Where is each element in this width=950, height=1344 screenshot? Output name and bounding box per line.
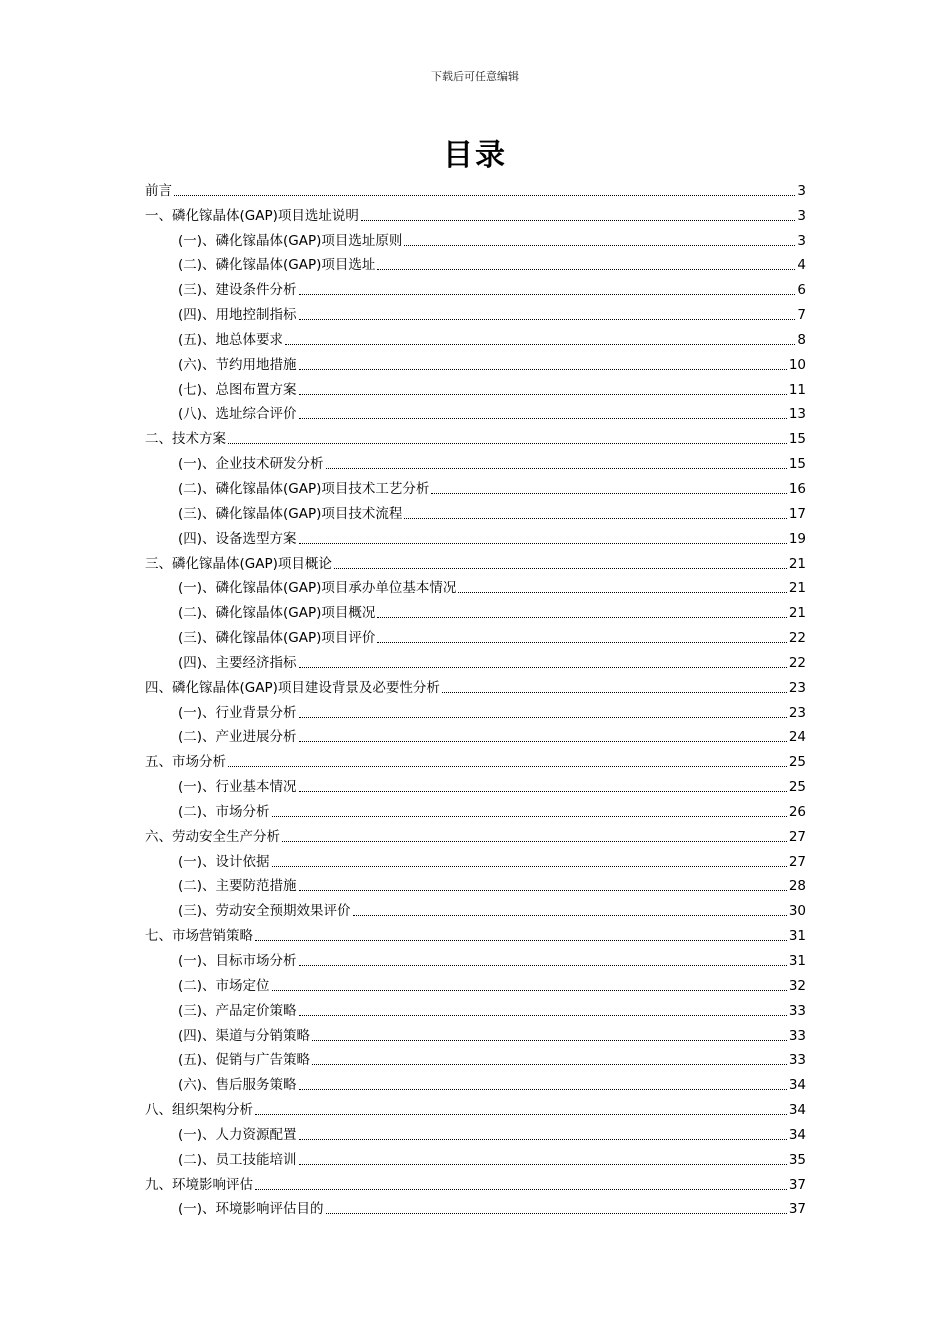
toc-page-number: 17 bbox=[788, 505, 806, 522]
toc-entry-text: (三)、产品定价策略 bbox=[178, 1002, 297, 1019]
toc-page-number: 15 bbox=[788, 431, 806, 448]
toc-entry-text: (二)、主要防范措施 bbox=[178, 878, 297, 895]
toc-entry-text: (二)、员工技能培训 bbox=[178, 1151, 297, 1168]
toc-subentry[interactable] bbox=[145, 1069, 806, 1094]
dot-leader bbox=[299, 717, 787, 718]
dot-leader bbox=[285, 344, 795, 345]
toc-entry-text: (三)、磷化镓晶体(GAP)项目技术流程 bbox=[178, 505, 403, 522]
toc-page-number: 6 bbox=[797, 282, 806, 299]
toc-entry-text: (一)、行业基本情况 bbox=[178, 779, 297, 796]
toc-page-number: 33 bbox=[788, 1027, 806, 1044]
toc-subentry[interactable] bbox=[145, 846, 806, 871]
toc-entry[interactable] bbox=[145, 200, 806, 225]
dot-leader bbox=[334, 568, 787, 569]
toc-entry-text: (三)、磷化镓晶体(GAP)项目评价 bbox=[178, 630, 376, 647]
toc-entry-text: (二)、磷化镓晶体(GAP)项目技术工艺分析 bbox=[178, 480, 430, 497]
toc-entry-text: (四)、用地控制指标 bbox=[178, 307, 297, 324]
toc-page-number: 10 bbox=[788, 356, 806, 373]
dot-leader bbox=[377, 269, 795, 270]
dot-leader bbox=[299, 418, 787, 419]
dot-leader bbox=[228, 443, 787, 444]
toc-entry-text: (一)、人力资源配置 bbox=[178, 1126, 297, 1143]
toc-entry-text: (二)、市场定位 bbox=[178, 977, 270, 994]
toc-entry-text: (四)、渠道与分销策略 bbox=[178, 1027, 311, 1044]
dot-leader bbox=[299, 791, 787, 792]
toc-subentry[interactable] bbox=[145, 1144, 806, 1169]
toc-subentry[interactable] bbox=[145, 697, 806, 722]
dot-leader bbox=[228, 766, 787, 767]
toc-page-number: 3 bbox=[797, 232, 806, 249]
toc-page-number: 23 bbox=[788, 704, 806, 721]
toc-entry-text: (二)、磷化镓晶体(GAP)项目选址 bbox=[178, 257, 376, 274]
toc-page-number: 22 bbox=[788, 654, 806, 671]
toc-subentry[interactable] bbox=[145, 374, 806, 399]
toc-entry[interactable] bbox=[145, 423, 806, 448]
toc-entry-text: (一)、目标市场分析 bbox=[178, 953, 297, 969]
toc-entry-text: (一)、行业背景分析 bbox=[178, 704, 297, 721]
dot-leader bbox=[377, 617, 786, 618]
dot-leader bbox=[353, 915, 787, 916]
dot-leader bbox=[404, 245, 795, 246]
toc-entry-text: (一)、磷化镓晶体(GAP)项目承办单位基本情况 bbox=[178, 580, 457, 597]
toc-page-number: 34 bbox=[788, 1102, 806, 1119]
toc-page-number: 31 bbox=[788, 928, 806, 945]
toc-page-number: 3 bbox=[797, 207, 806, 224]
toc-entry[interactable] bbox=[145, 1169, 806, 1194]
toc-entry-text: (二)、产业进展分析 bbox=[178, 729, 297, 746]
dot-leader bbox=[299, 1164, 787, 1165]
toc-entry-text: (一)、设计依据 bbox=[178, 853, 270, 870]
toc-entry-text: 八、组织架构分析 bbox=[145, 1102, 253, 1119]
dot-leader bbox=[272, 990, 787, 991]
dot-leader bbox=[326, 1213, 787, 1214]
dot-leader bbox=[299, 1139, 787, 1140]
toc-page-number: 25 bbox=[788, 754, 806, 771]
dot-leader bbox=[299, 741, 787, 742]
dot-leader bbox=[174, 195, 795, 196]
dot-leader bbox=[312, 1064, 787, 1065]
toc-page-number: 19 bbox=[788, 530, 806, 547]
toc-entry[interactable] bbox=[145, 1094, 806, 1119]
toc-page-number: 8 bbox=[797, 331, 806, 348]
toc-subentry[interactable] bbox=[145, 1194, 806, 1219]
toc-entry-text: (一)、磷化镓晶体(GAP)项目选址原则 bbox=[178, 232, 403, 249]
toc-page-number: 21 bbox=[788, 605, 806, 622]
toc-entry-text: (八)、选址综合评价 bbox=[178, 406, 297, 423]
toc-entry-text: (二)、磷化镓晶体(GAP)项目概况 bbox=[178, 605, 376, 622]
toc-page-number: 21 bbox=[788, 555, 806, 572]
dot-leader bbox=[282, 841, 787, 842]
toc-subentry[interactable] bbox=[145, 498, 806, 523]
toc-subentry[interactable] bbox=[145, 945, 806, 970]
toc-page-number: 22 bbox=[788, 630, 806, 647]
dot-leader bbox=[299, 1015, 787, 1016]
dot-leader bbox=[299, 394, 787, 395]
toc-subentry[interactable] bbox=[145, 995, 806, 1020]
toc-page-number: 7 bbox=[797, 307, 806, 324]
toc-page-number: 11 bbox=[788, 381, 806, 398]
toc-entry-text: 前言 bbox=[145, 182, 172, 199]
toc-page-number: 23 bbox=[788, 679, 806, 696]
dot-leader bbox=[272, 816, 787, 817]
toc-page-number: 26 bbox=[788, 803, 806, 820]
dot-leader bbox=[442, 692, 787, 693]
toc-subentry[interactable] bbox=[145, 622, 806, 647]
toc-page-number: 33 bbox=[788, 1052, 806, 1069]
toc-subentry[interactable] bbox=[145, 225, 806, 250]
toc-entry-text: (三)、建设条件分析 bbox=[178, 282, 297, 299]
toc-page-number: 30 bbox=[788, 903, 806, 920]
toc-entry-text: (四)、主要经济指标 bbox=[178, 654, 297, 671]
toc-entry-text: 六、劳动安全生产分析 bbox=[145, 828, 280, 845]
toc-entry-text: 二、技术方案 bbox=[145, 431, 226, 448]
toc-subentry[interactable] bbox=[145, 796, 806, 821]
toc-subentry[interactable] bbox=[145, 1020, 806, 1045]
toc-entry-text: (四)、设备选型方案 bbox=[178, 530, 297, 547]
toc-entry-text: 一、磷化镓晶体(GAP)项目选址说明 bbox=[145, 207, 359, 224]
dot-leader bbox=[255, 940, 787, 941]
toc-page-number: 3 bbox=[797, 182, 806, 199]
dot-leader bbox=[361, 220, 796, 221]
toc-subentry[interactable] bbox=[145, 349, 806, 374]
toc-page-number: 15 bbox=[788, 456, 806, 473]
dot-leader bbox=[299, 890, 787, 891]
toc-page-number: 16 bbox=[788, 480, 806, 497]
toc-page-number: 25 bbox=[788, 779, 806, 796]
dot-leader bbox=[458, 592, 786, 593]
toc-subentry[interactable] bbox=[145, 299, 806, 324]
toc-subentry[interactable] bbox=[145, 324, 806, 349]
toc-subentry[interactable] bbox=[145, 399, 806, 424]
toc-subentry[interactable] bbox=[145, 597, 806, 622]
toc-entry[interactable] bbox=[145, 672, 806, 697]
toc-page-number: 32 bbox=[788, 977, 806, 994]
toc-entry-text: 七、市场营销策略 bbox=[145, 928, 253, 945]
toc-entry[interactable] bbox=[145, 920, 806, 945]
table-of-contents bbox=[145, 175, 806, 1218]
toc-entry[interactable] bbox=[145, 175, 806, 200]
toc-subentry[interactable] bbox=[145, 970, 806, 995]
toc-subentry[interactable] bbox=[145, 1119, 806, 1144]
dot-leader bbox=[299, 319, 796, 320]
toc-subentry[interactable] bbox=[145, 274, 806, 299]
dot-leader bbox=[299, 667, 787, 668]
dot-leader bbox=[272, 866, 787, 867]
dot-leader bbox=[299, 543, 787, 544]
dot-leader bbox=[255, 1114, 787, 1115]
toc-entry-text: (七)、总图布置方案 bbox=[178, 381, 297, 398]
toc-subentry[interactable] bbox=[145, 250, 806, 275]
dot-leader bbox=[299, 1089, 787, 1090]
toc-entry-text: (一)、环境影响评估目的 bbox=[178, 1201, 324, 1218]
toc-entry[interactable] bbox=[145, 821, 806, 846]
toc-page-number: 37 bbox=[788, 1201, 806, 1218]
dot-leader bbox=[312, 1040, 787, 1041]
dot-leader bbox=[404, 518, 786, 519]
toc-page-number: 13 bbox=[788, 406, 806, 423]
toc-title: 目录 bbox=[443, 138, 507, 173]
toc-page-number: 24 bbox=[788, 729, 806, 746]
dot-leader bbox=[255, 1189, 787, 1190]
toc-subentry[interactable] bbox=[145, 722, 806, 747]
toc-subentry[interactable] bbox=[145, 871, 806, 896]
toc-page-number: 37 bbox=[788, 1176, 806, 1193]
toc-subentry[interactable] bbox=[145, 647, 806, 672]
header-note: 下载后可任意编辑 bbox=[431, 70, 519, 83]
toc-subentry[interactable] bbox=[145, 473, 806, 498]
dot-leader bbox=[431, 493, 786, 494]
toc-page-number: 33 bbox=[788, 1002, 806, 1019]
toc-page-number: 21 bbox=[788, 580, 806, 597]
toc-page-number: 34 bbox=[788, 1126, 806, 1143]
dot-leader bbox=[299, 294, 796, 295]
toc-page-number: 4 bbox=[797, 257, 806, 274]
toc-page-number: 27 bbox=[788, 828, 806, 845]
dot-leader bbox=[299, 369, 787, 370]
toc-entry-text: (六)、节约用地措施 bbox=[178, 356, 297, 373]
toc-subentry[interactable] bbox=[145, 448, 806, 473]
toc-entry[interactable] bbox=[145, 746, 806, 771]
toc-subentry[interactable] bbox=[145, 523, 806, 548]
toc-entry-text: 九、环境影响评估 bbox=[145, 1176, 253, 1193]
toc-entry-text: (一)、企业技术研发分析 bbox=[178, 456, 324, 473]
toc-page-number: 31 bbox=[788, 953, 806, 969]
toc-page-number: 35 bbox=[788, 1151, 806, 1168]
toc-subentry[interactable] bbox=[145, 895, 806, 920]
dot-leader bbox=[326, 468, 787, 469]
dot-leader bbox=[377, 642, 786, 643]
toc-entry[interactable] bbox=[145, 548, 806, 573]
toc-subentry[interactable] bbox=[145, 771, 806, 796]
toc-entry-text: (二)、市场分析 bbox=[178, 803, 270, 820]
toc-subentry[interactable] bbox=[145, 1045, 806, 1070]
toc-page-number: 28 bbox=[788, 878, 806, 895]
dot-leader bbox=[299, 965, 787, 966]
toc-entry-text: (三)、劳动安全预期效果评价 bbox=[178, 903, 351, 920]
toc-entry-text: (五)、促销与广告策略 bbox=[178, 1052, 311, 1069]
toc-page-number: 34 bbox=[788, 1077, 806, 1094]
toc-entry-text: 三、磷化镓晶体(GAP)项目概论 bbox=[145, 555, 332, 572]
toc-entry-text: 五、市场分析 bbox=[145, 754, 226, 771]
toc-subentry[interactable] bbox=[145, 573, 806, 598]
toc-entry-text: 四、磷化镓晶体(GAP)项目建设背景及必要性分析 bbox=[145, 679, 440, 696]
toc-entry-text: (六)、售后服务策略 bbox=[178, 1077, 297, 1094]
toc-entry-text: (五)、地总体要求 bbox=[178, 331, 284, 348]
toc-page-number: 27 bbox=[788, 853, 806, 870]
